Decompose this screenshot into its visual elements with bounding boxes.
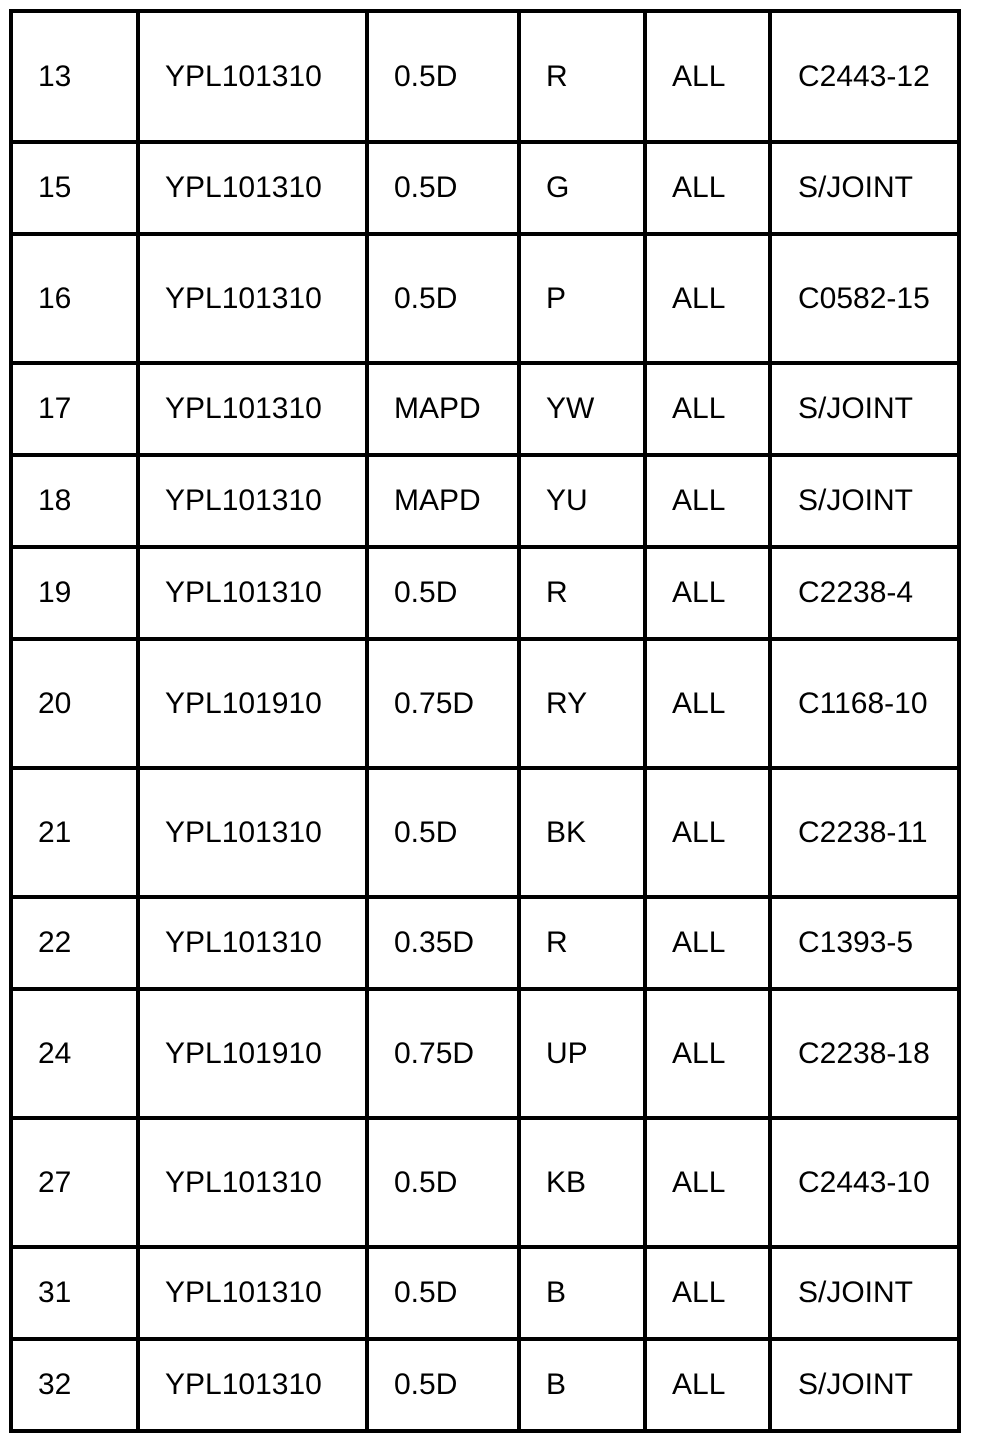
connector-cell: S/JOINT <box>770 1339 959 1431</box>
connector-cell: C0582-15 <box>770 234 959 363</box>
part-number-cell: YPL101310 <box>138 455 367 547</box>
part-number-cell: YPL101310 <box>138 768 367 897</box>
connector-cell: C1168-10 <box>770 639 959 768</box>
connector-cell: C2238-18 <box>770 989 959 1118</box>
row-number-cell: 15 <box>11 142 138 234</box>
connector-cell: C2443-12 <box>770 11 959 142</box>
part-number-cell: YPL101310 <box>138 142 367 234</box>
size-cell: 0.5D <box>367 11 519 142</box>
color-code-cell: BK <box>519 768 645 897</box>
row-number-cell: 18 <box>11 455 138 547</box>
applicability-cell: ALL <box>645 989 770 1118</box>
row-number-cell: 32 <box>11 1339 138 1431</box>
applicability-cell: ALL <box>645 363 770 455</box>
part-number-cell: YPL101310 <box>138 11 367 142</box>
part-number-cell: YPL101310 <box>138 1118 367 1247</box>
part-number-cell: YPL101310 <box>138 897 367 989</box>
part-number-cell: YPL101910 <box>138 639 367 768</box>
connector-cell: C2443-10 <box>770 1118 959 1247</box>
row-number-cell: 13 <box>11 11 138 142</box>
color-code-cell: RY <box>519 639 645 768</box>
color-code-cell: YW <box>519 363 645 455</box>
table-row <box>11 1247 959 1339</box>
size-cell: MAPD <box>367 363 519 455</box>
color-code-cell: G <box>519 142 645 234</box>
table-row <box>11 989 959 1118</box>
size-cell: 0.5D <box>367 142 519 234</box>
size-cell: 0.5D <box>367 1339 519 1431</box>
connector-cell: C2238-11 <box>770 768 959 897</box>
color-code-cell: R <box>519 547 645 639</box>
connector-cell: C2238-4 <box>770 547 959 639</box>
connector-cell: S/JOINT <box>770 363 959 455</box>
applicability-cell: ALL <box>645 897 770 989</box>
color-code-cell: R <box>519 897 645 989</box>
row-number-cell: 19 <box>11 547 138 639</box>
size-cell: 0.75D <box>367 639 519 768</box>
applicability-cell: ALL <box>645 768 770 897</box>
row-number-cell: 31 <box>11 1247 138 1339</box>
connector-cell: S/JOINT <box>770 1247 959 1339</box>
part-number-cell: YPL101310 <box>138 547 367 639</box>
data-table <box>9 9 961 1433</box>
table-row <box>11 1339 959 1431</box>
table-row <box>11 234 959 363</box>
color-code-cell: B <box>519 1247 645 1339</box>
applicability-cell: ALL <box>645 142 770 234</box>
table-row <box>11 455 959 547</box>
applicability-cell: ALL <box>645 1118 770 1247</box>
table-row <box>11 142 959 234</box>
size-cell: 0.5D <box>367 547 519 639</box>
applicability-cell: ALL <box>645 11 770 142</box>
row-number-cell: 16 <box>11 234 138 363</box>
applicability-cell: ALL <box>645 1247 770 1339</box>
part-number-cell: YPL101310 <box>138 1247 367 1339</box>
table-row <box>11 363 959 455</box>
color-code-cell: UP <box>519 989 645 1118</box>
connector-cell: S/JOINT <box>770 142 959 234</box>
size-cell: 0.5D <box>367 1118 519 1247</box>
color-code-cell: B <box>519 1339 645 1431</box>
part-number-cell: YPL101910 <box>138 989 367 1118</box>
table-row <box>11 768 959 897</box>
connector-cell: S/JOINT <box>770 455 959 547</box>
size-cell: 0.5D <box>367 1247 519 1339</box>
row-number-cell: 20 <box>11 639 138 768</box>
applicability-cell: ALL <box>645 455 770 547</box>
part-number-cell: YPL101310 <box>138 363 367 455</box>
table-row <box>11 11 959 142</box>
row-number-cell: 22 <box>11 897 138 989</box>
table-row <box>11 547 959 639</box>
color-code-cell: P <box>519 234 645 363</box>
applicability-cell: ALL <box>645 1339 770 1431</box>
part-number-cell: YPL101310 <box>138 234 367 363</box>
applicability-cell: ALL <box>645 234 770 363</box>
part-number-cell: YPL101310 <box>138 1339 367 1431</box>
row-number-cell: 21 <box>11 768 138 897</box>
size-cell: 0.5D <box>367 234 519 363</box>
applicability-cell: ALL <box>645 639 770 768</box>
color-code-cell: YU <box>519 455 645 547</box>
connector-cell: C1393-5 <box>770 897 959 989</box>
color-code-cell: KB <box>519 1118 645 1247</box>
size-cell: 0.5D <box>367 768 519 897</box>
row-number-cell: 24 <box>11 989 138 1118</box>
table-row <box>11 1118 959 1247</box>
table-row <box>11 897 959 989</box>
applicability-cell: ALL <box>645 547 770 639</box>
size-cell: 0.35D <box>367 897 519 989</box>
size-cell: 0.75D <box>367 989 519 1118</box>
row-number-cell: 17 <box>11 363 138 455</box>
color-code-cell: R <box>519 11 645 142</box>
size-cell: MAPD <box>367 455 519 547</box>
table-row <box>11 639 959 768</box>
row-number-cell: 27 <box>11 1118 138 1247</box>
